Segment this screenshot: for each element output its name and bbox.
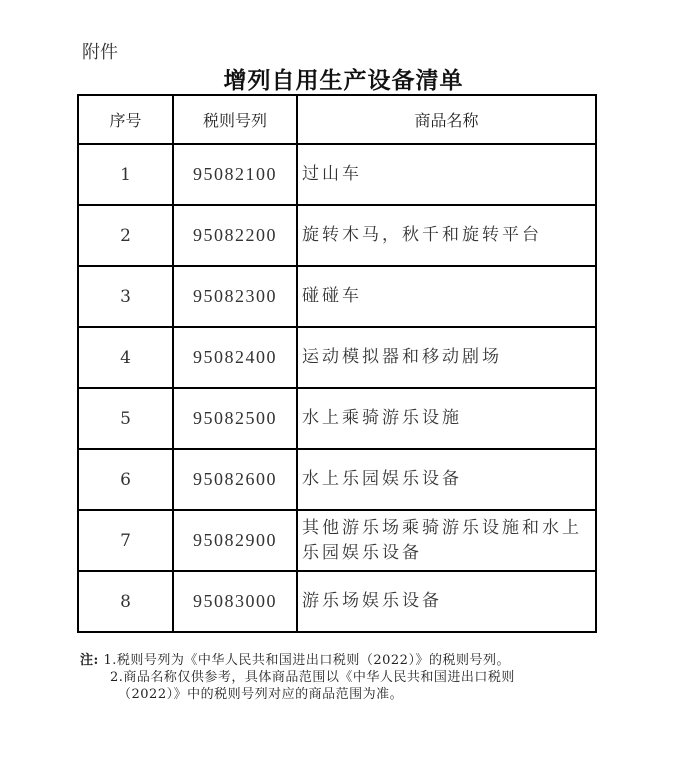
attachment-label: 附件 — [82, 42, 118, 63]
row-product-name: 运动模拟器和移动剧场 — [297, 327, 596, 388]
row-product-name: 过山车 — [297, 144, 596, 205]
row-product-name: 水上乐园娱乐设备 — [297, 449, 596, 510]
row-serial-no: 2 — [78, 205, 173, 266]
row-tariff-code: 95082300 — [173, 266, 297, 327]
table-header-row — [78, 95, 596, 144]
header-serial-no: 序号 — [78, 95, 173, 144]
header-product-name: 商品名称 — [297, 95, 596, 144]
document-title: 增列自用生产设备清单 — [223, 67, 464, 94]
table-row — [78, 205, 596, 266]
table-row — [78, 510, 596, 571]
row-tariff-code: 95082900 — [173, 510, 297, 571]
row-product-name: 旋转木马，秋千和旋转平台 — [297, 205, 596, 266]
row-tariff-code: 95083000 — [173, 571, 297, 632]
row-serial-no: 6 — [78, 449, 173, 510]
note-1-text: 1.税则号列为《中华人民共和国进出口税则（2022）》的税则号列。 — [103, 653, 510, 668]
row-product-name: 碰碰车 — [297, 266, 596, 327]
row-serial-no: 7 — [78, 510, 173, 571]
note-line-1 — [80, 652, 620, 669]
table-row — [78, 449, 596, 510]
row-tariff-code: 95082600 — [173, 449, 297, 510]
row-serial-no: 3 — [78, 266, 173, 327]
table-row — [78, 388, 596, 449]
note-line-2: 2.商品名称仅供参考，具体商品范围以《中华人民共和国进出口税则 — [110, 670, 515, 685]
row-product-name: 其他游乐场乘骑游乐设施和水上乐园娱乐设备 — [297, 510, 596, 571]
table-row — [78, 327, 596, 388]
row-product-name: 水上乘骑游乐设施 — [297, 388, 596, 449]
row-tariff-code: 95082200 — [173, 205, 297, 266]
row-serial-no: 1 — [78, 144, 173, 205]
table-row — [78, 571, 596, 632]
equipment-table — [77, 94, 597, 633]
note-line-3: （2022）》中的税则号列对应的商品范围为准。 — [118, 687, 404, 702]
footnotes — [80, 652, 620, 703]
table-row — [78, 266, 596, 327]
notes-label: 注: — [80, 653, 99, 668]
row-tariff-code: 95082500 — [173, 388, 297, 449]
row-serial-no: 8 — [78, 571, 173, 632]
table-row — [78, 144, 596, 205]
row-serial-no: 4 — [78, 327, 173, 388]
header-tariff-code: 税则号列 — [173, 95, 297, 144]
row-tariff-code: 95082400 — [173, 327, 297, 388]
row-tariff-code: 95082100 — [173, 144, 297, 205]
row-product-name: 游乐场娱乐设备 — [297, 571, 596, 632]
row-serial-no: 5 — [78, 388, 173, 449]
